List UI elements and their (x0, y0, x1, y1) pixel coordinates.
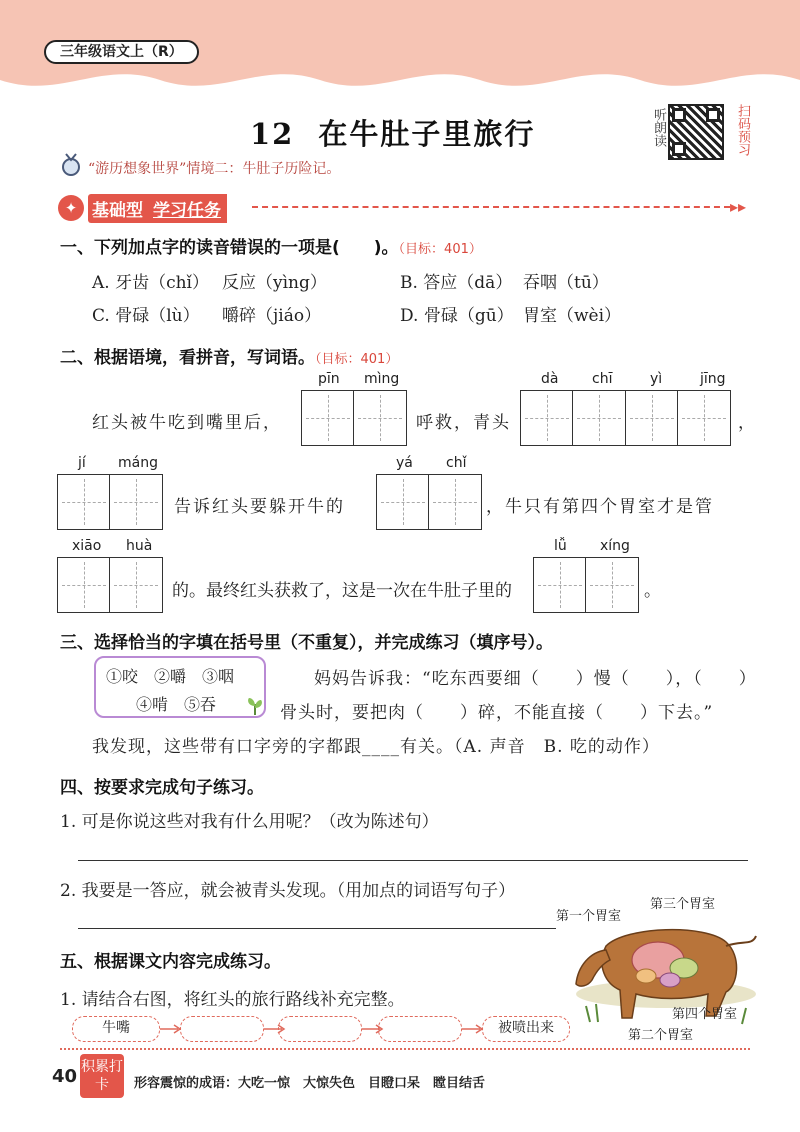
q1-option-d: D. 骨碌（gū） (400, 306, 514, 326)
writing-cell[interactable] (353, 390, 407, 446)
footer-divider (60, 1048, 750, 1050)
q3-line2: 骨头时，要把肉（ ）碎，不能直接（ ）下去。” (280, 703, 714, 723)
pinyin: jí (78, 455, 86, 471)
pinyin: mìng (364, 371, 400, 387)
q2-text: 告诉红头要躲开牛的 (174, 497, 345, 517)
arrow-right-icon (160, 1024, 182, 1034)
pinyin: jīng (700, 371, 726, 387)
writing-grid-1[interactable] (302, 390, 407, 446)
qr-corner (672, 108, 686, 122)
q3-line1: 妈妈告诉我：“吃东西要细（ ）慢（ ），（ ） (314, 669, 757, 689)
q3-line3: 我发现，这些带有口字旁的字都跟____有关。（A. 声音 B. 吃的动作） (92, 737, 660, 757)
magnifier-icon (60, 150, 82, 180)
task-banner (58, 193, 227, 223)
q1-option-c-word2: 嚼碎（jiáo） (222, 306, 322, 326)
q2-text: 红头被牛吃到嘴里后， (92, 413, 282, 433)
writing-cell[interactable] (520, 390, 574, 446)
qr-corner (706, 108, 720, 122)
route-blank[interactable] (378, 1016, 462, 1042)
idioms-text: 形容震惊的成语：大吃一惊 大惊失色 目瞪口呆 瞠目结舌 (134, 1076, 486, 1091)
qr-corner (672, 142, 686, 156)
writing-cell[interactable] (57, 557, 111, 613)
writing-grid-5[interactable] (58, 557, 163, 613)
q4-stem: 四、按要求完成句子练习。 (60, 778, 264, 798)
q4-item2: 2. 我要是一答应，就会被青头发现。（用加点的词语写句子） (60, 881, 516, 901)
route-blank[interactable] (278, 1016, 362, 1042)
q5-item1: 1. 请结合右图，将红头的旅行路线补充完整。 (60, 990, 405, 1010)
q2-text: 呼救，青头 (416, 413, 511, 433)
pinyin: xíng (600, 538, 630, 554)
header-wave (0, 60, 800, 100)
qr-code[interactable] (668, 104, 724, 160)
q1-option-a: A. 牙齿（chǐ） (92, 273, 209, 293)
stamp-badge: 积累打卡 (80, 1054, 124, 1098)
pinyin: máng (118, 455, 158, 471)
q1-option-b-word2: 吞咽（tū） (523, 273, 609, 293)
scene-text: “游历想象世界”情境二：牛肚子历险记。 (88, 161, 341, 177)
writing-cell[interactable] (376, 474, 430, 530)
scan-preview-label: 扫码预习 (735, 104, 750, 156)
q1-stem-text: 一、下列加点字的读音错误的一项是( )。 (60, 238, 399, 258)
writing-cell[interactable] (572, 390, 626, 446)
lesson-name: 在牛肚子里旅行 (318, 117, 536, 151)
writing-grid-3[interactable] (58, 474, 163, 530)
lesson-number: 12 (250, 117, 295, 151)
route-end: 被喷出来 (482, 1016, 570, 1042)
lightbulb-icon: ✦ (58, 195, 84, 221)
pinyin: yì (650, 371, 663, 387)
pinyin: xiāo (72, 538, 102, 554)
q2-stem (60, 343, 398, 368)
sprout-icon (244, 694, 266, 716)
pinyin: pīn (318, 371, 340, 387)
choices-row2: ④啃 ⑤吞 (136, 695, 217, 714)
q1-option-d-word2: 胃室（wèi） (523, 306, 622, 326)
stomach-label-3: 第三个胃室 (650, 897, 716, 912)
q1-stem (60, 233, 482, 258)
writing-cell[interactable] (57, 474, 111, 530)
writing-grid-6[interactable] (534, 557, 639, 613)
writing-cell[interactable] (109, 557, 163, 613)
pinyin: lǚ (554, 538, 567, 554)
arrow-right-icon (462, 1024, 484, 1034)
writing-cell[interactable] (677, 390, 731, 446)
answer-line[interactable] (78, 928, 556, 929)
writing-cell[interactable] (428, 474, 482, 530)
stomach-label-4: 第四个胃室 (672, 1007, 738, 1022)
writing-grid-2[interactable] (521, 390, 731, 446)
pinyin: chī (592, 371, 613, 387)
task-label-basic: 基础型 (88, 194, 147, 223)
q1-option-c: C. 骨碌（lù） (92, 306, 200, 326)
choices-row1: ①咬 ②嚼 ③咽 (106, 667, 235, 686)
writing-cell[interactable] (301, 390, 355, 446)
lesson-title (250, 112, 535, 153)
q2-target: （目标：401） (315, 352, 399, 367)
stomach-label-2: 第二个胃室 (628, 1028, 694, 1043)
route-start: 牛嘴 (72, 1016, 160, 1042)
writing-cell[interactable] (625, 390, 679, 446)
q2-text: ，牛只有第四个胃室才是管 (486, 497, 714, 517)
writing-cell[interactable] (533, 557, 587, 613)
double-arrow-icon: ▸▸ (730, 197, 747, 216)
pinyin: chǐ (446, 455, 467, 471)
q2-text: 。 (644, 581, 663, 601)
q2-text: ， (738, 413, 757, 433)
pinyin: yá (396, 455, 413, 471)
q1-option-a-word2: 反应（yìng） (222, 273, 327, 293)
pinyin: dà (541, 371, 559, 387)
book-tag: 三年级语文上（R） (44, 40, 199, 64)
q4-item1: 1. 可是你说这些对我有什么用呢？（改为陈述句） (60, 812, 439, 832)
q3-stem: 三、选择恰当的字填在括号里（不重复），并完成练习（填序号）。 (60, 633, 553, 653)
route-blank[interactable] (180, 1016, 264, 1042)
q2-text: 的。最终红头获救了，这是一次在牛肚子里的 (172, 581, 512, 601)
answer-line[interactable] (78, 860, 748, 861)
banner-divider (252, 206, 730, 208)
q2-stem-text: 二、根据语境，看拼音，写词语。 (60, 348, 315, 368)
listen-read-label: 听朗读 (651, 108, 666, 147)
q1-option-b: B. 答应（dā） (400, 273, 513, 293)
stomach-label-1: 第一个胃室 (556, 909, 622, 924)
task-label-learning: 学习任务 (147, 194, 227, 223)
writing-grid-4[interactable] (377, 474, 482, 530)
q5-stem: 五、根据课文内容完成练习。 (60, 952, 281, 972)
page-number: 40 (52, 1066, 78, 1087)
writing-cell[interactable] (585, 557, 639, 613)
writing-cell[interactable] (109, 474, 163, 530)
pinyin: huà (126, 538, 153, 554)
q1-target: （目标：401） (398, 242, 482, 257)
